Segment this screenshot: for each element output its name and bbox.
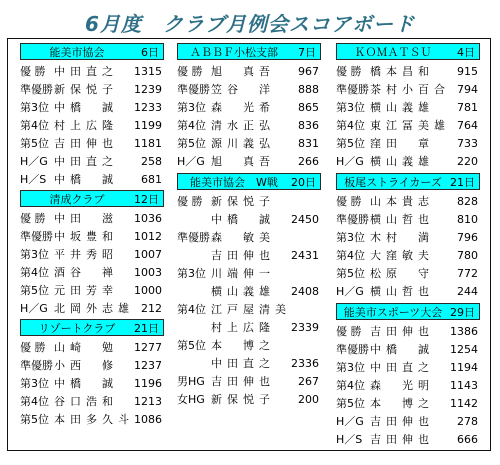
player-name: 中橋 誠 [211, 213, 275, 226]
score-value: 888 [298, 83, 319, 96]
score-row [20, 135, 164, 153]
score-row [336, 283, 480, 301]
score-value: 1315 [134, 65, 162, 78]
score-row [20, 81, 164, 99]
score-value: 1007 [134, 248, 162, 261]
score-value: 781 [457, 101, 478, 114]
score-value: 681 [141, 173, 162, 186]
score-value: 1196 [134, 377, 162, 390]
rank-label: 第4位 [20, 395, 49, 408]
score-value: 772 [457, 267, 478, 280]
score-value: 796 [457, 231, 478, 244]
score-row [336, 81, 480, 99]
rank-label: 第5位 [20, 413, 49, 426]
player-name: 吉田伸也 [370, 433, 434, 446]
score-row [177, 211, 321, 229]
board-name: 清成クラブ [49, 193, 105, 206]
score-row [177, 319, 321, 337]
board-header [20, 43, 164, 60]
score-row [336, 323, 480, 341]
score-row [20, 153, 164, 171]
board-header [177, 43, 321, 60]
rank-label: 第3位 [177, 101, 206, 114]
score-row [177, 301, 321, 319]
board-date: 6日 [141, 46, 159, 59]
rank-label: 第5位 [336, 267, 365, 280]
board-header [177, 173, 321, 190]
score-row [336, 395, 480, 413]
rank-label: 優 勝 [20, 212, 46, 225]
score-value: 780 [457, 249, 478, 262]
player-name: 吉田伸也 [370, 415, 434, 428]
board-date: 7日 [298, 46, 316, 59]
player-name: 窪田 章 [370, 137, 434, 150]
score-value: 266 [298, 155, 319, 168]
score-value: 1003 [134, 266, 162, 279]
score-row [336, 193, 480, 211]
player-name: 横山義雄 [370, 101, 434, 114]
score-value: 1213 [134, 395, 162, 408]
score-row [336, 229, 480, 247]
board-name: 能美市協会 [49, 46, 105, 59]
player-name: 村上広隆 [54, 119, 118, 132]
rank-label: H／G [177, 155, 205, 168]
rank-label: 第5位 [20, 137, 49, 150]
rank-label: 第5位 [20, 284, 49, 297]
score-value: 1233 [134, 101, 162, 114]
rank-label: 第3位 [20, 101, 49, 114]
board-name: ＫＯＭＡＴＳＵ [354, 46, 432, 59]
score-value: 1143 [450, 379, 478, 392]
score-row [20, 117, 164, 135]
score-row [20, 282, 164, 300]
player-name: 中田直之 [211, 357, 275, 370]
player-name: 松原 守 [370, 267, 434, 280]
board-abbf-komatsu [177, 43, 321, 171]
player-name: 木村 満 [370, 231, 434, 244]
score-value: 220 [457, 155, 478, 168]
score-value: 666 [457, 433, 478, 446]
rank-label: H／G [336, 285, 364, 298]
score-value: 267 [298, 375, 319, 388]
rank-label: 第3位 [20, 377, 49, 390]
rank-label: 第4位 [336, 249, 365, 262]
board-date: 4日 [457, 46, 475, 59]
score-row [336, 211, 480, 229]
rank-label: 準優勝 [336, 343, 369, 356]
score-row [177, 81, 321, 99]
score-value: 2450 [291, 213, 319, 226]
rank-label: H／G [336, 415, 364, 428]
player-name: 中橋 誠 [54, 101, 118, 114]
board-seisei-club [20, 190, 164, 318]
rank-label: 女HG [177, 393, 205, 406]
rank-label: 第3位 [336, 231, 365, 244]
rank-label: 準優勝 [177, 231, 210, 244]
score-value: 2339 [291, 321, 319, 334]
rank-label: 準優勝 [20, 83, 53, 96]
score-value: 278 [457, 415, 478, 428]
score-value: 1036 [134, 212, 162, 225]
score-value: 1254 [450, 343, 478, 356]
board-header [336, 43, 480, 60]
rank-label: H／G [20, 302, 48, 315]
score-row [20, 228, 164, 246]
rank-label: 第3位 [177, 267, 206, 280]
rank-label: 第5位 [177, 339, 206, 352]
score-row [20, 246, 164, 264]
rank-label: 優 勝 [20, 341, 46, 354]
player-name: 茶村小百合 [370, 83, 450, 96]
score-value: 1012 [134, 230, 162, 243]
board-date: 29日 [450, 306, 475, 319]
score-row [20, 210, 164, 228]
score-row [177, 247, 321, 265]
player-name: 小西 修 [54, 359, 118, 372]
board-name: リゾートクラブ [38, 322, 116, 335]
player-name: 中坂豊和 [54, 230, 118, 243]
player-name: 酒谷 禅 [54, 266, 118, 279]
player-name: 旭 真吾 [211, 155, 275, 168]
board-date: 21日 [450, 176, 475, 189]
rank-label: 準優勝 [20, 359, 53, 372]
player-name: 山崎 勉 [54, 341, 118, 354]
rank-label: 準優勝 [177, 83, 210, 96]
player-name: 中田直之 [370, 361, 434, 374]
player-name: 清水正弘 [211, 119, 275, 132]
score-row [20, 300, 164, 318]
rank-label: 第3位 [20, 248, 49, 261]
score-row [336, 265, 480, 283]
rank-label: 第4位 [177, 119, 206, 132]
player-name: 新保悦子 [211, 195, 275, 208]
score-row [20, 375, 164, 393]
score-value: 764 [457, 119, 478, 132]
player-name: 森 敏美 [211, 231, 275, 244]
rank-label: 準優勝 [336, 213, 369, 226]
rank-label: 第4位 [336, 379, 365, 392]
player-name: 横山義雄 [370, 155, 434, 168]
player-name: 本 博之 [211, 339, 275, 352]
player-name: 山本貴志 [370, 195, 434, 208]
score-value: 2336 [291, 357, 319, 370]
board-date: 21日 [134, 322, 159, 335]
rank-label: 第4位 [177, 303, 206, 316]
score-row [177, 265, 321, 283]
rank-label: 第4位 [336, 119, 365, 132]
rank-label: 準優勝 [20, 230, 53, 243]
rank-label: 優 勝 [336, 65, 362, 78]
score-value: 1142 [450, 397, 478, 410]
board-resort-club [20, 319, 164, 429]
player-name: 吉田伸也 [211, 375, 275, 388]
player-name: 吉田伸也 [370, 325, 434, 338]
score-value: 258 [141, 155, 162, 168]
rank-label: 第5位 [336, 397, 365, 410]
rank-label: 第5位 [336, 137, 365, 150]
score-value: 794 [457, 83, 478, 96]
score-row [336, 341, 480, 359]
player-name: 川端伸一 [211, 267, 275, 280]
score-value: 1237 [134, 359, 162, 372]
player-name: 北岡外志雄 [54, 302, 134, 315]
score-value: 1181 [134, 137, 162, 150]
score-row [20, 63, 164, 81]
rank-label: 第3位 [336, 361, 365, 374]
score-row [336, 63, 480, 81]
score-row [20, 264, 164, 282]
player-name: 吉田伸也 [54, 137, 118, 150]
player-name: 旭 真吾 [211, 65, 275, 78]
rank-label: 第5位 [177, 137, 206, 150]
score-row [20, 393, 164, 411]
score-value: 2431 [291, 249, 319, 262]
score-row [177, 135, 321, 153]
board-nomi-sports [336, 303, 480, 449]
score-row [20, 357, 164, 375]
player-name: 中田直之 [54, 65, 118, 78]
score-row [177, 193, 321, 211]
board-name: 能美市協会 W戦 [190, 176, 278, 189]
rank-label: 優 勝 [177, 65, 203, 78]
rank-label: 優 勝 [20, 65, 46, 78]
score-row [177, 63, 321, 81]
score-value: 2408 [291, 285, 319, 298]
score-value: 1086 [134, 413, 162, 426]
player-name: 村上広隆 [211, 321, 275, 334]
rank-label: 第3位 [336, 101, 365, 114]
score-row [177, 373, 321, 391]
score-value: 244 [457, 285, 478, 298]
page-title: 6月度 クラブ月例会スコアボード [85, 12, 415, 36]
rank-label: 第4位 [20, 119, 49, 132]
board-itao-strikers [336, 173, 480, 301]
player-name: 大窪敏夫 [370, 249, 434, 262]
score-value: 915 [457, 65, 478, 78]
rank-label: H／S [20, 173, 47, 186]
score-value: 1194 [450, 361, 478, 374]
board-name: ＡＢＢＦ小松支部 [190, 46, 278, 59]
score-row [177, 391, 321, 409]
board-header [336, 303, 480, 320]
board-header [336, 173, 480, 190]
rank-label: 優 勝 [177, 195, 203, 208]
score-value: 1199 [134, 119, 162, 132]
board-name: 能美市スポーツ大会 [343, 306, 443, 319]
score-value: 836 [298, 119, 319, 132]
score-value: 212 [141, 302, 162, 315]
score-value: 1386 [450, 325, 478, 338]
score-value: 810 [457, 213, 478, 226]
player-name: 中田 滋 [54, 212, 118, 225]
score-row [336, 431, 480, 449]
score-value: 200 [298, 393, 319, 406]
player-name: 横山哲也 [370, 213, 434, 226]
score-row [336, 135, 480, 153]
board-date: 12日 [134, 193, 159, 206]
rank-label: 男HG [177, 375, 205, 388]
player-name: 横山哲也 [370, 285, 434, 298]
score-value: 1239 [134, 83, 162, 96]
player-name: 平井秀昭 [54, 248, 118, 261]
score-value: 831 [298, 137, 319, 150]
score-row [20, 99, 164, 117]
board-header [20, 319, 164, 336]
rank-label: H／G [20, 155, 48, 168]
rank-label: H／S [336, 433, 363, 446]
score-row [177, 229, 321, 247]
rank-label: 優 勝 [336, 325, 362, 338]
player-name: 横山義雄 [211, 285, 275, 298]
score-row [336, 377, 480, 395]
score-row [336, 359, 480, 377]
score-value: 967 [298, 65, 319, 78]
player-name: 元田芳幸 [54, 284, 118, 297]
board-komatsu [336, 43, 480, 171]
score-value: 733 [457, 137, 478, 150]
player-name: 笠谷 洋 [211, 83, 275, 96]
player-name: 中橋 誠 [370, 343, 434, 356]
board-header [20, 190, 164, 207]
player-name: 新保悦子 [54, 83, 118, 96]
board-nomi-kyokai [20, 43, 164, 189]
board-date: 20日 [291, 176, 316, 189]
score-value: 828 [457, 195, 478, 208]
board-nomi-kyokai-w [177, 173, 321, 409]
score-row [177, 153, 321, 171]
player-name: 森 光希 [211, 101, 275, 114]
rank-label: 第4位 [20, 266, 49, 279]
rank-label: 準優勝 [336, 83, 369, 96]
score-row [336, 153, 480, 171]
score-value: 1277 [134, 341, 162, 354]
score-value: 1000 [134, 284, 162, 297]
score-row [177, 337, 321, 355]
score-row [336, 247, 480, 265]
score-row [20, 171, 164, 189]
score-row [177, 117, 321, 135]
player-name: 本 博之 [370, 397, 434, 410]
score-row [177, 99, 321, 117]
score-row [20, 411, 164, 429]
score-value: 865 [298, 101, 319, 114]
player-name: 吉田伸也 [211, 249, 275, 262]
score-row [20, 339, 164, 357]
player-name: 中橋 誠 [54, 173, 118, 186]
score-row [336, 99, 480, 117]
score-row [336, 117, 480, 135]
player-name: 中橋 誠 [54, 377, 118, 390]
rank-label: 優 勝 [336, 195, 362, 208]
player-name: 新保悦子 [211, 393, 275, 406]
player-name: 東江冨美雄 [370, 119, 450, 132]
player-name: 中田直之 [54, 155, 118, 168]
score-row [177, 283, 321, 301]
rank-label: H／G [336, 155, 364, 168]
player-name: 本田多久斗 [54, 413, 134, 426]
player-name: 森 光明 [370, 379, 434, 392]
player-name: 谷口浩和 [54, 395, 118, 408]
player-name: 江戸屋清美 [211, 303, 291, 316]
score-row [177, 355, 321, 373]
board-name: 板尾ストライカーズ [344, 176, 442, 189]
player-name: 源川義弘 [211, 137, 275, 150]
score-row [336, 413, 480, 431]
player-name: 橋本昌和 [370, 65, 434, 78]
